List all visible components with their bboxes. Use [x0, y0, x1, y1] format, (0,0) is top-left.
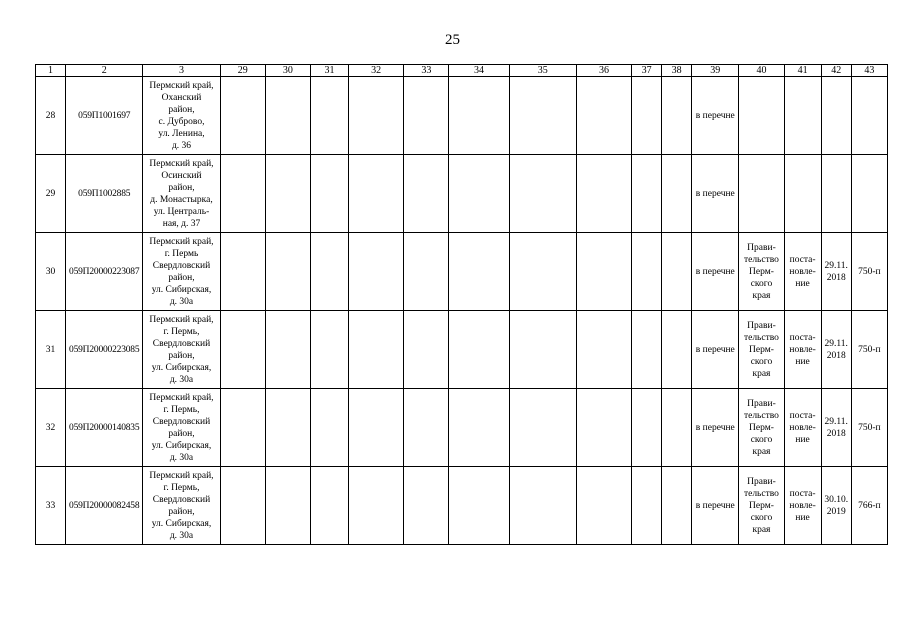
column-header: 33 [404, 65, 449, 77]
authority-cell [739, 77, 784, 155]
empty-cell [265, 77, 310, 155]
empty-cell [404, 77, 449, 155]
empty-cell [220, 155, 265, 233]
empty-cell [576, 389, 631, 467]
empty-cell [349, 155, 404, 233]
address-cell: Пермский край, Оханский район, с. Дуброво, ул. Ленина, д. 36 [143, 77, 220, 155]
empty-cell [662, 467, 692, 545]
table-body [36, 77, 888, 545]
status-cell: в перечне [692, 311, 739, 389]
table-row [36, 233, 888, 311]
empty-cell [576, 233, 631, 311]
empty-cell [220, 233, 265, 311]
document-type-cell [784, 77, 821, 155]
document-number-cell: 750-п [851, 311, 887, 389]
column-header: 29 [220, 65, 265, 77]
row-number-cell: 32 [36, 389, 66, 467]
empty-cell [449, 155, 509, 233]
document-type-cell: поста- новле- ние [784, 389, 821, 467]
empty-cell [349, 233, 404, 311]
empty-cell [576, 77, 631, 155]
empty-cell [310, 233, 348, 311]
empty-cell [632, 233, 662, 311]
object-code-cell: 059П1001697 [66, 77, 143, 155]
column-header: 3 [143, 65, 220, 77]
authority-cell: Прави- тельство Перм- ского края [739, 311, 784, 389]
table-row [36, 77, 888, 155]
document-number-cell: 750-п [851, 233, 887, 311]
empty-cell [349, 311, 404, 389]
empty-cell [632, 155, 662, 233]
empty-cell [632, 467, 662, 545]
empty-cell [220, 389, 265, 467]
row-number-cell: 33 [36, 467, 66, 545]
status-cell: в перечне [692, 233, 739, 311]
address-cell: Пермский край, г. Пермь Свердловский район, ул. Сибирская, д. 30а [143, 233, 220, 311]
address-cell: Пермский край, г. Пермь, Свердловский район, ул. Сибирская, д. 30а [143, 467, 220, 545]
object-code-cell: 059П20000140835 [66, 389, 143, 467]
status-cell: в перечне [692, 467, 739, 545]
empty-cell [310, 467, 348, 545]
address-cell: Пермский край, Осинский район, д. Монастырка, ул. Централь- ная, д. 37 [143, 155, 220, 233]
empty-cell [662, 77, 692, 155]
table-row [36, 311, 888, 389]
document-type-cell: поста- новле- ние [784, 311, 821, 389]
column-header: 41 [784, 65, 821, 77]
authority-cell: Прави- тельство Перм- ского края [739, 389, 784, 467]
empty-cell [349, 389, 404, 467]
document-date-cell [821, 155, 851, 233]
empty-cell [449, 389, 509, 467]
empty-cell [449, 233, 509, 311]
table-row [36, 389, 888, 467]
empty-cell [265, 233, 310, 311]
table-row [36, 467, 888, 545]
object-code-cell: 059П1002885 [66, 155, 143, 233]
register-table [35, 64, 888, 545]
document-date-cell: 29.11. 2018 [821, 311, 851, 389]
empty-cell [576, 311, 631, 389]
empty-cell [662, 311, 692, 389]
row-number-cell: 31 [36, 311, 66, 389]
empty-cell [509, 467, 576, 545]
empty-cell [449, 311, 509, 389]
document-type-cell: поста- новле- ние [784, 467, 821, 545]
empty-cell [310, 389, 348, 467]
empty-cell [220, 311, 265, 389]
column-header: 30 [265, 65, 310, 77]
empty-cell [509, 155, 576, 233]
empty-cell [265, 467, 310, 545]
document-type-cell [784, 155, 821, 233]
row-number-cell: 29 [36, 155, 66, 233]
empty-cell [220, 467, 265, 545]
header-row [36, 65, 888, 77]
row-number-cell: 30 [36, 233, 66, 311]
column-header: 32 [349, 65, 404, 77]
document-type-cell: поста- новле- ние [784, 233, 821, 311]
empty-cell [404, 233, 449, 311]
column-header: 42 [821, 65, 851, 77]
empty-cell [404, 389, 449, 467]
column-header: 2 [66, 65, 143, 77]
empty-cell [509, 77, 576, 155]
empty-cell [265, 311, 310, 389]
column-header: 43 [851, 65, 887, 77]
empty-cell [349, 467, 404, 545]
empty-cell [404, 467, 449, 545]
empty-cell [404, 155, 449, 233]
object-code-cell: 059П20000082458 [66, 467, 143, 545]
empty-cell [310, 155, 348, 233]
empty-cell [509, 233, 576, 311]
authority-cell [739, 155, 784, 233]
empty-cell [310, 311, 348, 389]
empty-cell [509, 389, 576, 467]
address-cell: Пермский край, г. Пермь, Свердловский район, ул. Сибирская, д. 30а [143, 311, 220, 389]
authority-cell: Прави- тельство Перм- ского края [739, 233, 784, 311]
page-number: 25 [445, 32, 460, 48]
document-number-cell [851, 77, 887, 155]
status-cell: в перечне [692, 77, 739, 155]
empty-cell [449, 467, 509, 545]
authority-cell: Прави- тельство Перм- ского края [739, 467, 784, 545]
document-date-cell [821, 77, 851, 155]
column-header: 1 [36, 65, 66, 77]
empty-cell [265, 389, 310, 467]
empty-cell [509, 311, 576, 389]
table-row [36, 155, 888, 233]
column-header: 36 [576, 65, 631, 77]
document-date-cell: 30.10. 2019 [821, 467, 851, 545]
column-header: 40 [739, 65, 784, 77]
column-header: 38 [662, 65, 692, 77]
empty-cell [449, 77, 509, 155]
empty-cell [632, 311, 662, 389]
row-number-cell: 28 [36, 77, 66, 155]
column-header: 31 [310, 65, 348, 77]
object-code-cell: 059П20000223087 [66, 233, 143, 311]
document-number-cell: 766-п [851, 467, 887, 545]
status-cell: в перечне [692, 389, 739, 467]
column-header: 34 [449, 65, 509, 77]
empty-cell [662, 233, 692, 311]
empty-cell [662, 155, 692, 233]
document-date-cell: 29.11. 2018 [821, 233, 851, 311]
empty-cell [265, 155, 310, 233]
empty-cell [576, 467, 631, 545]
empty-cell [349, 77, 404, 155]
empty-cell [662, 389, 692, 467]
empty-cell [632, 77, 662, 155]
document-date-cell: 29.11. 2018 [821, 389, 851, 467]
address-cell: Пермский край, г. Пермь, Свердловский район, ул. Сибирская, д. 30а [143, 389, 220, 467]
column-header: 39 [692, 65, 739, 77]
empty-cell [576, 155, 631, 233]
empty-cell [632, 389, 662, 467]
document-number-cell [851, 155, 887, 233]
empty-cell [310, 77, 348, 155]
column-header: 37 [632, 65, 662, 77]
empty-cell [404, 311, 449, 389]
empty-cell [220, 77, 265, 155]
object-code-cell: 059П20000223085 [66, 311, 143, 389]
column-header: 35 [509, 65, 576, 77]
document-number-cell: 750-п [851, 389, 887, 467]
status-cell: в перечне [692, 155, 739, 233]
